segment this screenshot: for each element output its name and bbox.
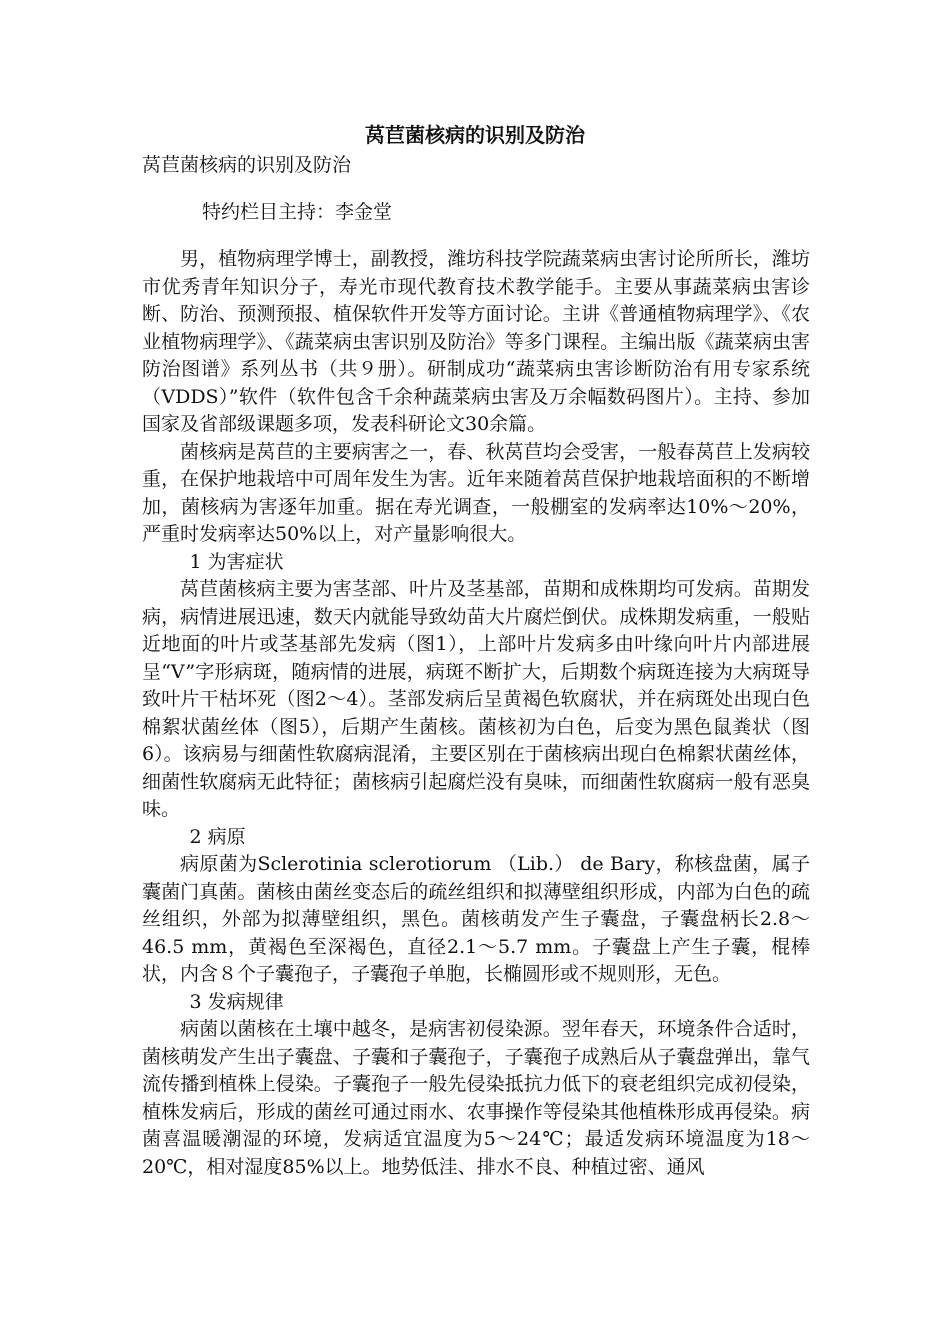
pathogen-paragraph: 病原菌为Sclerotinia sclerotiorum （Lib.） de Bary，称核盘菌，属子囊菌门真菌。菌核由菌丝变态后的疏丝组织和拟薄壁组织形成，内部为白色的疏丝组织，外部为拟薄壁组织，黑色。菌核萌发产生子囊盘，子囊盘柄长2.8～46.5 mm，黄褐色至深褐色，直径2.1～5.7 mm。子囊盘上产生子囊，棍棒状，内含８个子囊孢子，子囊孢子单胞，长椭圆形或不规则形，无色。 [142,853,810,985]
section-heading-symptoms: 1 为害症状 [189,550,284,573]
section-heading-pathogen: 2 病原 [189,825,246,848]
document-subtitle: 莴苣菌核病的识别及防治 [142,154,352,176]
epidemiology-paragraph: 病菌以菌核在土壤中越冬，是病害初侵染源。翌年春天，环境条件合适时，菌核萌发产生出子囊盘、子囊和子囊孢子，子囊孢子成熟后从子囊盘弹出，靠气流传播到植株上侵染。子囊孢子一般先侵染抵抗力低下的衰老组织完成初侵染，植株发病后，形成的菌丝可通过雨水、农事操作等侵染其他植株形成再侵染。病菌喜温暖潮湿的环境，发病适宜温度为5～24℃；最适发病环境温度为18～20℃，相对湿度85%以上。地势低洼、排水不良、种植过密、通风 [142,1018,810,1178]
column-host-line: 特约栏目主持：李金堂 [202,201,393,223]
intro-paragraph: 菌核病是莴苣的主要病害之一，春、秋莴苣均会受害，一般春莴苣上发病较重，在保护地栽培中可周年发生为害。近年来随着莴苣保护地栽培面积的不断增加，菌核病为害逐年加重。据在寿光调查，一般棚室的发病率达10%～20%，严重时发病率达50%以上，对产量影响很大。 [142,440,810,545]
symptoms-paragraph: 莴苣菌核病主要为害茎部、叶片及茎基部，苗期和成株期均可发病。苗期发病，病情进展迅速，数天内就能导致幼苗大片腐烂倒伏。成株期发病重，一般贴近地面的叶片或茎基部先发病（图1），上部叶片发病多由叶缘向叶片内部进展呈“V”字形病斑，随病情的进展，病斑不断扩大，后期数个病斑连接为大病斑导致叶片干枯坏死（图2～4）。茎部发病后呈黄褐色软腐状，并在病斑处出现白色棉絮状菌丝体（图5），后期产生菌核。菌核初为白色，后变为黑色鼠粪状（图6）。该病易与细菌性软腐病混淆，主要区别在于菌核病出现白色棉絮状菌丝体，细菌性软腐病无此特征；菌核病引起腐烂没有臭味，而细菌性软腐病一般有恶臭味。 [142,578,810,820]
author-bio-paragraph: 男，植物病理学博士，副教授，潍坊科技学院蔬菜病虫害讨论所所长，潍坊市优秀青年知识分子，寿光市现代教育技术教学能手。主要从事蔬菜病虫害诊断、防治、预测预报、植保软件开发等方面讨论。主讲《普通植物病理学》、《农业植物病理学》、《蔬菜病虫害识别及防治》等多门课程。主编出版《蔬菜病虫害防治图谱》系列丛书（共９册）。研制成功“蔬菜病虫害诊断防治有用专家系统（VDDS）”软件（软件包含千余种蔬菜病虫害及万余幅数码图片）。主持、参加国家及省部级课题多项，发表科研论文30余篇。 [142,248,810,435]
article-body [142,246,810,1181]
document-title: 莴苣菌核病的识别及防治 [365,123,585,147]
section-heading-epidemiology: 3 发病规律 [189,990,284,1013]
